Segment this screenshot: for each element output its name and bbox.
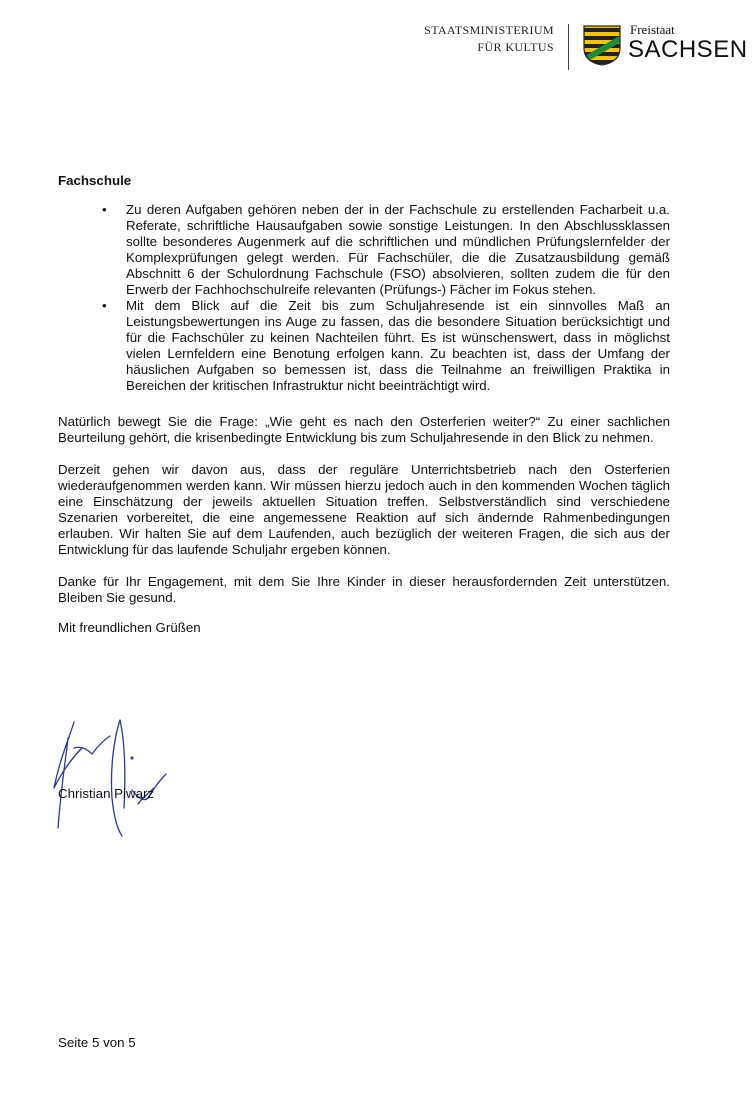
bullet-list	[58, 202, 670, 394]
paragraph-danke: Danke für Ihr Engagement, mit dem Sie Ihre Kinder in dieser herausfordernden Zeit unterstützen. Bleiben Sie gesund.	[58, 574, 670, 605]
state-label-large: SACHSEN	[628, 36, 748, 63]
page-number: Seite 5 von 5	[58, 1035, 136, 1050]
list-item-text: Mit dem Blick auf die Zeit bis zum Schuljahresende ist ein sinnvolles Maß an Leistungsbewertungen ins Auge zu fassen, das die besondere Situation berücksichtigt und für die Fachschüler zu keinen Nachteilen führt. Es ist wünschenswert, dass in möglichst vielen Lernfeldern eine Benotung erfolgen kann. Zu beachten ist, dass der Umfang der häuslichen Aufgaben so bemessen ist, dass die Teilnahme an freiwilligen Praktika in Bereichen der kritischen Infrastruktur nicht beeinträchtigt wird.	[126, 298, 670, 393]
ministry-line-2: FÜR KULTUS	[477, 40, 554, 54]
letterhead	[0, 18, 752, 78]
bullet-icon: •	[102, 298, 107, 313]
header-divider	[568, 24, 569, 70]
state-label-small: Freistaat	[630, 22, 675, 37]
signatory-name: Christian Piwarz	[58, 786, 155, 801]
paragraph-osterferien: Natürlich bewegt Sie die Frage: „Wie geht es nach den Osterferien weiter?“ Zu einer sachlichen Beurteilung gehört, die krisenbedingte Entwicklung bis zum Schuljahresende in den Blick zu nehmen.	[58, 414, 670, 445]
list-item	[58, 202, 670, 298]
list-item-text: Zu deren Aufgaben gehören neben der in der Fachschule zu erstellenden Facharbeit u.a. Referate, schriftliche Hausaufgaben sowie sonstige Leistungen. In den Abschlussklassen sollte besonderes Augenmerk auf die schriftlichen und mündlichen Prüfungslernfelder der Komplexprüfungen gelegt werden. Für Fachschüler, die die Zusatzausbildung gemäß Abschnitt 6 der Schulordnung Fachschule (FSO) absolvieren, sollten zudem die für den Erwerb der Fachhochschulreife relevanten (Prüfungs-) Fächer im Fokus stehen.	[126, 202, 670, 297]
bullet-icon: •	[102, 202, 107, 217]
ministry-name	[424, 22, 554, 56]
paragraph-unterrichtsbetrieb: Derzeit gehen wir davon aus, dass der reguläre Unterrichtsbetrieb nach den Osterferien wiederaufgenommen werden kann. Wir müssen hierzu jedoch auch in den kommenden Wochen täglich eine Einschätzung der jeweils aktuellen Situation treffen. Selbstverständlich sind verschiedene Szenarien vorbereitet, die eine angemessene Reaktion auf sich ändernde Rahmenbedingungen erlauben. Wir halten Sie auf dem Laufenden, auch bezüglich der weiteren Fragen, die sich aus der Entwicklung für das laufende Schuljahr ergeben können.	[58, 462, 670, 557]
section-heading: Fachschule	[58, 173, 132, 188]
handwritten-signature	[40, 718, 180, 838]
list-item	[58, 298, 670, 394]
letter-body	[58, 173, 670, 636]
closing-greeting: Mit freundlichen Grüßen	[58, 620, 201, 635]
saxony-coat-of-arms-icon	[582, 24, 622, 66]
ministry-line-1: STAATSMINISTERIUM	[424, 23, 554, 37]
